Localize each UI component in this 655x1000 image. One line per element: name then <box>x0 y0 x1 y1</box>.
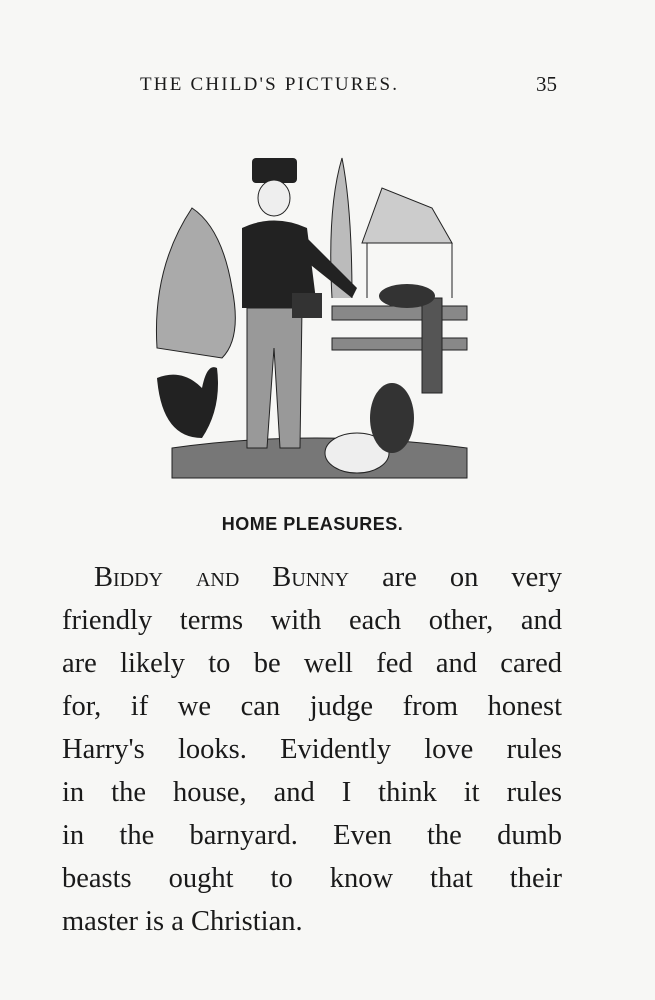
body-line: master is a Christian. <box>62 906 303 937</box>
engraving-illustration-icon <box>152 148 472 483</box>
body-line <box>62 556 562 599</box>
body-line: for, if we can judge from honest <box>62 691 562 722</box>
running-head: THE CHILD'S PICTURES. <box>140 74 400 95</box>
body-line: in the barnyard. Even the dumb <box>62 820 562 851</box>
body-line: Harry's looks. Evidently love rules <box>62 734 562 765</box>
body-line: in the house, and I think it rules <box>62 777 562 808</box>
body-line: friendly terms with each other, and <box>62 605 562 636</box>
body-text <box>62 556 562 943</box>
body-line-rest: are on very <box>349 562 562 593</box>
illustration-caption: HOME PLEASURES. <box>221 514 404 534</box>
page-number: 35 <box>536 72 557 96</box>
body-line: beasts ought to know that their <box>62 863 562 894</box>
body-line: are likely to be well fed and cared <box>62 648 562 679</box>
small-caps-names: Biddy and Bunny <box>94 562 350 593</box>
